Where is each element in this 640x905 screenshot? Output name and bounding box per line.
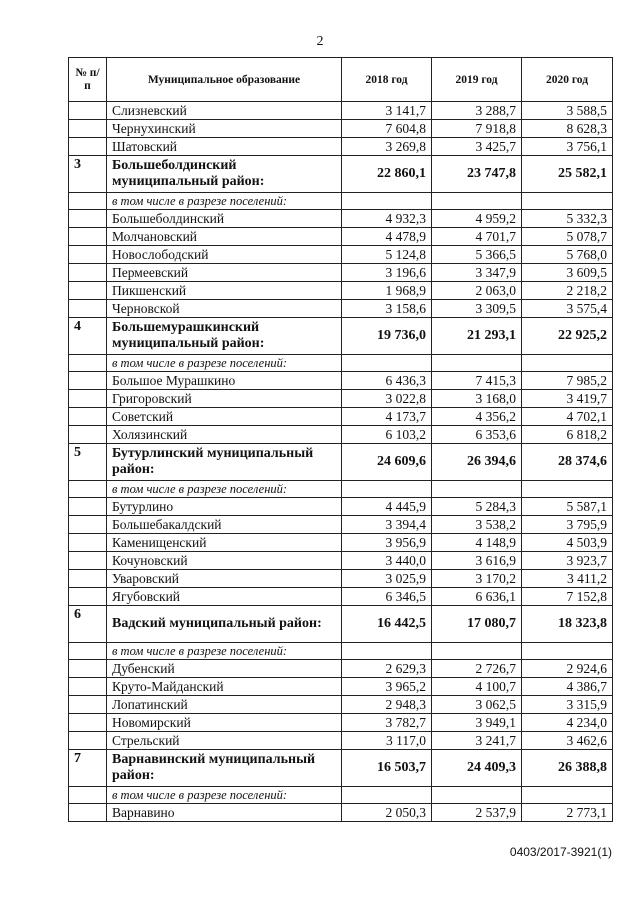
- settlement-row: [69, 264, 613, 282]
- row-number: 4: [69, 318, 107, 355]
- value-2020: 18 323,8: [522, 606, 613, 643]
- value-2018: [342, 193, 432, 210]
- value-2020: 3 575,4: [522, 300, 613, 318]
- note-row: [69, 787, 613, 804]
- value-2020: 3 462,6: [522, 732, 613, 750]
- value-2019: 5 284,3: [432, 498, 522, 516]
- value-2019: [432, 355, 522, 372]
- value-2018: 3 117,0: [342, 732, 432, 750]
- value-2018: [342, 355, 432, 372]
- value-2020: 6 818,2: [522, 426, 613, 444]
- settlement-row: [69, 246, 613, 264]
- value-2020: 4 386,7: [522, 678, 613, 696]
- value-2018: 4 478,9: [342, 228, 432, 246]
- value-2020: 3 411,2: [522, 570, 613, 588]
- value-2019: 3 288,7: [432, 102, 522, 120]
- note-row: [69, 643, 613, 660]
- row-number: [69, 660, 107, 678]
- value-2019: 17 080,7: [432, 606, 522, 643]
- row-number: [69, 193, 107, 210]
- value-2018: 19 736,0: [342, 318, 432, 355]
- row-name: Уваровский: [107, 570, 342, 588]
- header-2020: 2020 год: [522, 58, 613, 102]
- settlement-row: [69, 714, 613, 732]
- row-name: Слизневский: [107, 102, 342, 120]
- row-name: Лопатинский: [107, 696, 342, 714]
- settlement-row: [69, 210, 613, 228]
- value-2018: 3 440,0: [342, 552, 432, 570]
- value-2018: 3 956,9: [342, 534, 432, 552]
- value-2018: 3 782,7: [342, 714, 432, 732]
- row-number: [69, 534, 107, 552]
- settlement-row: [69, 696, 613, 714]
- value-2019: 5 366,5: [432, 246, 522, 264]
- value-2018: 2 050,3: [342, 804, 432, 822]
- settlement-row: [69, 228, 613, 246]
- row-number: [69, 552, 107, 570]
- row-number: [69, 643, 107, 660]
- value-2020: 2 924,6: [522, 660, 613, 678]
- row-number: [69, 120, 107, 138]
- row-name: Бутурлинский муниципальный район:: [107, 444, 342, 481]
- row-number: [69, 426, 107, 444]
- row-name: Молчановский: [107, 228, 342, 246]
- value-2019: 21 293,1: [432, 318, 522, 355]
- value-2020: 25 582,1: [522, 156, 613, 193]
- value-2018: 3 269,8: [342, 138, 432, 156]
- row-name: Большеболдинский: [107, 210, 342, 228]
- value-2020: 7 985,2: [522, 372, 613, 390]
- settlement-row: [69, 120, 613, 138]
- value-2019: [432, 643, 522, 660]
- value-2018: [342, 481, 432, 498]
- value-2020: 7 152,8: [522, 588, 613, 606]
- value-2020: [522, 193, 613, 210]
- value-2020: 3 756,1: [522, 138, 613, 156]
- row-name: Новомирский: [107, 714, 342, 732]
- row-name: Дубенский: [107, 660, 342, 678]
- district-row: [69, 444, 613, 481]
- value-2019: 4 148,9: [432, 534, 522, 552]
- row-number: [69, 390, 107, 408]
- district-row: [69, 606, 613, 643]
- row-name: в том числе в разрезе поселений:: [107, 787, 342, 804]
- value-2020: 4 503,9: [522, 534, 613, 552]
- row-name: Бутурлино: [107, 498, 342, 516]
- settlement-row: [69, 732, 613, 750]
- row-name: Новослободский: [107, 246, 342, 264]
- row-number: [69, 264, 107, 282]
- value-2020: 8 628,3: [522, 120, 613, 138]
- value-2018: 2 629,3: [342, 660, 432, 678]
- value-2018: [342, 643, 432, 660]
- row-name: Вадский муниципальный район:: [107, 606, 342, 643]
- row-number: [69, 282, 107, 300]
- settlement-row: [69, 426, 613, 444]
- value-2019: [432, 481, 522, 498]
- value-2018: 5 124,8: [342, 246, 432, 264]
- row-number: [69, 372, 107, 390]
- row-name: Советский: [107, 408, 342, 426]
- settlement-row: [69, 282, 613, 300]
- value-2020: 22 925,2: [522, 318, 613, 355]
- value-2018: 6 103,2: [342, 426, 432, 444]
- row-number: [69, 714, 107, 732]
- row-name: Круто-Майданский: [107, 678, 342, 696]
- row-number: [69, 696, 107, 714]
- row-number: [69, 498, 107, 516]
- value-2018: [342, 787, 432, 804]
- value-2019: 3 062,5: [432, 696, 522, 714]
- row-name: Кочуновский: [107, 552, 342, 570]
- value-2019: 3 616,9: [432, 552, 522, 570]
- row-name: Большое Мурашкино: [107, 372, 342, 390]
- value-2018: 16 503,7: [342, 750, 432, 787]
- value-2018: 6 346,5: [342, 588, 432, 606]
- value-2018: 2 948,3: [342, 696, 432, 714]
- value-2019: 4 356,2: [432, 408, 522, 426]
- row-name: Большебакалдский: [107, 516, 342, 534]
- row-number: [69, 481, 107, 498]
- note-row: [69, 481, 613, 498]
- settlement-row: [69, 516, 613, 534]
- value-2019: 3 241,7: [432, 732, 522, 750]
- row-name: Варнавино: [107, 804, 342, 822]
- value-2018: 3 394,4: [342, 516, 432, 534]
- value-2020: 5 078,7: [522, 228, 613, 246]
- header-no: № п/п: [69, 58, 107, 102]
- value-2020: 3 609,5: [522, 264, 613, 282]
- value-2020: [522, 481, 613, 498]
- row-number: [69, 787, 107, 804]
- row-number: [69, 804, 107, 822]
- row-name: Пермеевский: [107, 264, 342, 282]
- value-2020: 3 419,7: [522, 390, 613, 408]
- value-2018: 4 173,7: [342, 408, 432, 426]
- value-2019: 4 100,7: [432, 678, 522, 696]
- settlement-row: [69, 804, 613, 822]
- note-row: [69, 193, 613, 210]
- row-number: [69, 228, 107, 246]
- row-number: [69, 246, 107, 264]
- row-number: 6: [69, 606, 107, 643]
- value-2020: 3 315,9: [522, 696, 613, 714]
- value-2019: 23 747,8: [432, 156, 522, 193]
- value-2018: 3 022,8: [342, 390, 432, 408]
- header-2019: 2019 год: [432, 58, 522, 102]
- row-number: [69, 355, 107, 372]
- row-name: в том числе в разрезе поселений:: [107, 643, 342, 660]
- row-number: [69, 300, 107, 318]
- row-number: 3: [69, 156, 107, 193]
- row-number: [69, 588, 107, 606]
- settlement-row: [69, 678, 613, 696]
- settlement-row: [69, 552, 613, 570]
- row-name: Стрельский: [107, 732, 342, 750]
- row-name: Холязинский: [107, 426, 342, 444]
- value-2019: 24 409,3: [432, 750, 522, 787]
- district-row: [69, 318, 613, 355]
- row-number: 5: [69, 444, 107, 481]
- value-2020: 28 374,6: [522, 444, 613, 481]
- settlement-row: [69, 534, 613, 552]
- value-2019: 7 918,8: [432, 120, 522, 138]
- value-2020: [522, 643, 613, 660]
- value-2020: 3 795,9: [522, 516, 613, 534]
- value-2018: 3 965,2: [342, 678, 432, 696]
- value-2018: 3 196,6: [342, 264, 432, 282]
- value-2019: 3 425,7: [432, 138, 522, 156]
- value-2020: 5 587,1: [522, 498, 613, 516]
- settlement-row: [69, 138, 613, 156]
- row-name: Пикшенский: [107, 282, 342, 300]
- page-number: 2: [316, 34, 324, 49]
- value-2019: 6 636,1: [432, 588, 522, 606]
- row-number: [69, 210, 107, 228]
- district-row: [69, 750, 613, 787]
- value-2018: 6 436,3: [342, 372, 432, 390]
- value-2019: [432, 193, 522, 210]
- row-name: Ягубовский: [107, 588, 342, 606]
- value-2019: 3 347,9: [432, 264, 522, 282]
- value-2019: 3 538,2: [432, 516, 522, 534]
- value-2020: 2 218,2: [522, 282, 613, 300]
- row-number: [69, 138, 107, 156]
- value-2019: 2 726,7: [432, 660, 522, 678]
- value-2020: 5 332,3: [522, 210, 613, 228]
- row-number: [69, 678, 107, 696]
- value-2020: 26 388,8: [522, 750, 613, 787]
- value-2019: 7 415,3: [432, 372, 522, 390]
- row-name: Черновской: [107, 300, 342, 318]
- value-2018: 16 442,5: [342, 606, 432, 643]
- value-2019: 2 063,0: [432, 282, 522, 300]
- row-name: Варнавинский муниципальный район:: [107, 750, 342, 787]
- settlement-row: [69, 102, 613, 120]
- header-2018: 2018 год: [342, 58, 432, 102]
- row-name: Большеболдинский муниципальный район:: [107, 156, 342, 193]
- row-number: [69, 102, 107, 120]
- value-2020: 3 588,5: [522, 102, 613, 120]
- row-name: Большемурашкинский муниципальный район:: [107, 318, 342, 355]
- row-number: [69, 732, 107, 750]
- header-name: Муниципальное образование: [107, 58, 342, 102]
- value-2020: [522, 355, 613, 372]
- value-2018: 4 932,3: [342, 210, 432, 228]
- value-2018: 22 860,1: [342, 156, 432, 193]
- settlement-row: [69, 300, 613, 318]
- note-row: [69, 355, 613, 372]
- value-2018: 3 025,9: [342, 570, 432, 588]
- value-2020: 3 923,7: [522, 552, 613, 570]
- settlement-row: [69, 588, 613, 606]
- value-2018: 1 968,9: [342, 282, 432, 300]
- value-2018: 3 158,6: [342, 300, 432, 318]
- district-row: [69, 156, 613, 193]
- settlement-row: [69, 372, 613, 390]
- value-2019: 3 170,2: [432, 570, 522, 588]
- value-2019: [432, 787, 522, 804]
- value-2018: 7 604,8: [342, 120, 432, 138]
- settlement-row: [69, 408, 613, 426]
- row-name: Чернухинский: [107, 120, 342, 138]
- value-2019: 2 537,9: [432, 804, 522, 822]
- settlement-row: [69, 660, 613, 678]
- row-name: в том числе в разрезе поселений:: [107, 193, 342, 210]
- settlement-row: [69, 498, 613, 516]
- row-name: Шатовский: [107, 138, 342, 156]
- value-2018: 24 609,6: [342, 444, 432, 481]
- value-2020: [522, 787, 613, 804]
- row-name: в том числе в разрезе поселений:: [107, 355, 342, 372]
- document-code: 0403/2017-3921(1): [509, 845, 612, 859]
- value-2018: 4 445,9: [342, 498, 432, 516]
- value-2019: 4 959,2: [432, 210, 522, 228]
- value-2019: 4 701,7: [432, 228, 522, 246]
- row-name: в том числе в разрезе поселений:: [107, 481, 342, 498]
- settlement-row: [69, 390, 613, 408]
- row-name: Григоровский: [107, 390, 342, 408]
- row-number: [69, 516, 107, 534]
- row-number: [69, 570, 107, 588]
- value-2020: 4 234,0: [522, 714, 613, 732]
- value-2020: 5 768,0: [522, 246, 613, 264]
- value-2019: 3 949,1: [432, 714, 522, 732]
- settlement-row: [69, 570, 613, 588]
- value-2018: 3 141,7: [342, 102, 432, 120]
- value-2019: 3 168,0: [432, 390, 522, 408]
- value-2019: 3 309,5: [432, 300, 522, 318]
- row-number: 7: [69, 750, 107, 787]
- row-number: [69, 408, 107, 426]
- table-header-row: [69, 58, 613, 102]
- row-name: Каменищенский: [107, 534, 342, 552]
- value-2019: 26 394,6: [432, 444, 522, 481]
- value-2019: 6 353,6: [432, 426, 522, 444]
- value-2020: 4 702,1: [522, 408, 613, 426]
- budget-table: [68, 57, 613, 822]
- value-2020: 2 773,1: [522, 804, 613, 822]
